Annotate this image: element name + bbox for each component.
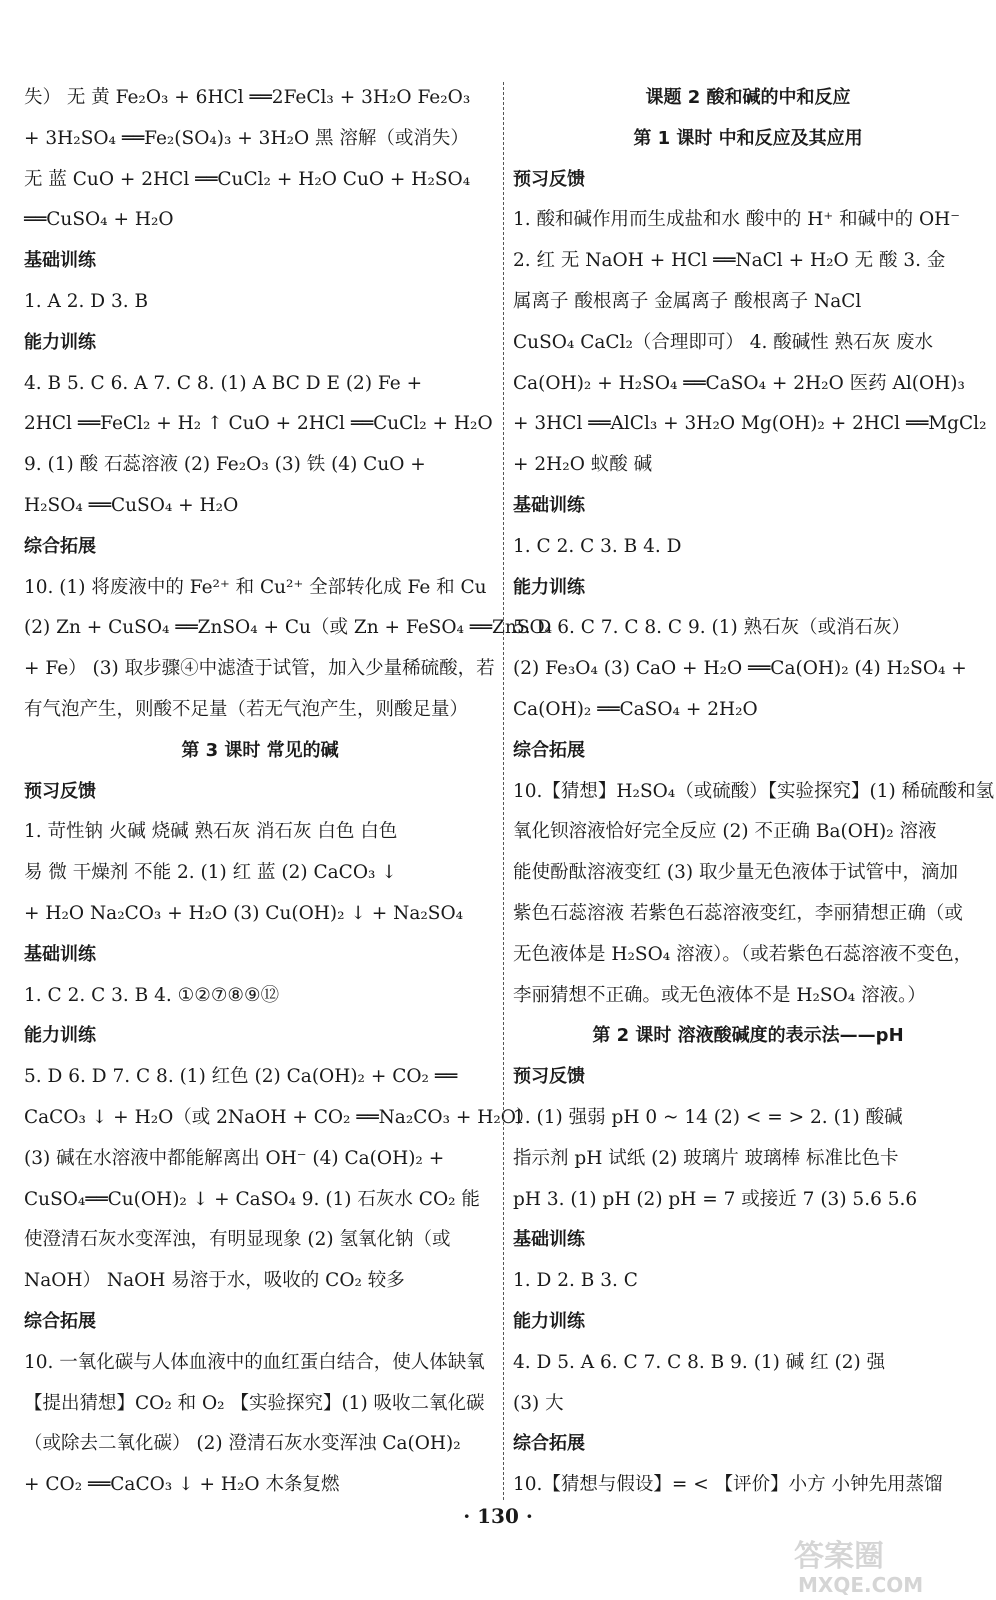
answer-line: 李丽猜想不正确。或无色液体不是 H₂SO₄ 溶液。） xyxy=(513,984,926,1006)
answer-line: (3) 碱在水溶液中都能解离出 OH⁻ (4) Ca(OH)₂ + xyxy=(24,1147,445,1169)
answer-line: Ca(OH)₂ ══CaSO₄ + 2H₂O xyxy=(513,698,758,720)
answer-line: 失） 无 黄 Fe₂O₃ + 6HCl ══2FeCl₃ + 3H₂O Fe₂O₃ xyxy=(24,87,471,108)
lesson-title: 第 1 课时 中和反应及其应用 xyxy=(633,127,863,149)
answer-line: (3) 大 xyxy=(513,1392,564,1414)
answer-line: 4. B 5. C 6. A 7. C 8. (1) A BC D E (2) Fe + xyxy=(24,372,423,394)
answer-line: 10. 一氧化碳与人体血液中的血红蛋白结合，使人体缺氧 xyxy=(24,1351,485,1373)
page-number: · 130 · xyxy=(463,1504,533,1528)
answer-line: 有气泡产生，则酸不足量（若无气泡产生，则酸足量） xyxy=(24,698,469,720)
answer-line: 1. D 2. B 3. C xyxy=(513,1270,638,1292)
section-heading: 预习反馈 xyxy=(513,168,585,190)
section-heading: 能力训练 xyxy=(24,331,96,353)
section-heading: 基础训练 xyxy=(24,250,96,272)
answer-line: H₂SO₄ ══CuSO₄ + H₂O xyxy=(24,494,239,516)
answer-line: + Fe） (3) 取步骤④中滤渣于试管，加入少量稀硫酸，若 xyxy=(24,658,495,680)
section-heading: 综合拓展 xyxy=(24,1310,96,1332)
answer-line: 4. D 5. A 6. C 7. C 8. B 9. (1) 碱 红 (2) 强 xyxy=(513,1351,886,1373)
answer-line: 10. (1) 将废液中的 Fe²⁺ 和 Cu²⁺ 全部转化成 Fe 和 Cu xyxy=(24,576,487,598)
answer-line: 10.【猜想与假设】= < 【评价】小方 小钟先用蒸馏 xyxy=(513,1474,943,1496)
section-heading: 能力训练 xyxy=(24,1025,96,1047)
answer-line: + CO₂ ══CaCO₃ ↓ + H₂O 木条复燃 xyxy=(24,1474,340,1496)
section-heading: 预习反馈 xyxy=(513,1066,585,1088)
answer-line: 1. 酸和碱作用而生成盐和水 酸中的 H⁺ 和碱中的 OH⁻ xyxy=(513,209,961,231)
section-heading: 能力训练 xyxy=(513,576,585,598)
answer-line: 能使酚酞溶液变红 (3) 取少量无色液体于试管中，滴加 xyxy=(513,862,958,884)
answer-line: + 3H₂SO₄ ══Fe₂(SO₄)₃ + 3H₂O 黑 溶解（或消失） xyxy=(24,127,469,149)
section-heading: 基础训练 xyxy=(513,1229,585,1251)
answer-line: ══CuSO₄ + H₂O xyxy=(24,209,174,231)
answer-line: + H₂O Na₂CO₃ + H₂O (3) Cu(OH)₂ ↓ + Na₂SO₄ xyxy=(24,902,464,924)
answer-line: (2) Fe₃O₄ (3) CaO + H₂O ══Ca(OH)₂ (4) H₂SO₄ + xyxy=(513,658,967,680)
answer-line: CaCO₃ ↓ + H₂O（或 2NaOH + CO₂ ══Na₂CO₃ + H₂O） xyxy=(24,1106,535,1128)
answer-line: 2. 红 无 NaOH + HCl ══NaCl + H₂O 无 酸 3. 金 xyxy=(513,250,946,272)
answer-line: 无 蓝 CuO + 2HCl ══CuCl₂ + H₂O CuO + H₂SO₄ xyxy=(24,168,471,190)
section-heading: 综合拓展 xyxy=(513,739,585,761)
answer-line: (2) Zn + CuSO₄ ══ZnSO₄ + Cu（或 Zn + FeSO₄ ══ZnSO₄ xyxy=(24,617,553,639)
answer-line: 使澄清石灰水变浑浊，有明显现象 (2) 氢氧化钠（或 xyxy=(24,1229,451,1251)
answer-line: 1. A 2. D 3. B xyxy=(24,290,149,312)
section-heading: 基础训练 xyxy=(24,943,96,965)
answer-line: 1. C 2. C 3. B 4. D xyxy=(513,535,682,557)
answer-line: 9. (1) 酸 石蕊溶液 (2) Fe₂O₃ (3) 铁 (4) CuO + xyxy=(24,454,426,476)
answer-line: 10.【猜想】H₂SO₄（或硫酸）【实验探究】(1) 稀硫酸和氢 xyxy=(513,780,995,802)
watermark-subtext: MXQE.COM xyxy=(798,1573,924,1597)
answer-line: 1. C 2. C 3. B 4. ①②⑦⑧⑨⑫ xyxy=(24,984,280,1006)
answer-line: 易 微 干燥剂 不能 2. (1) 红 蓝 (2) CaCO₃ ↓ xyxy=(24,862,397,884)
answer-line: 指示剂 pH 试纸 (2) 玻璃片 玻璃棒 标准比色卡 xyxy=(513,1147,899,1169)
answer-line: CuSO₄ CaCl₂（合理即可） 4. 酸碱性 熟石灰 废水 xyxy=(513,331,934,353)
watermark-logo xyxy=(790,1532,985,1596)
answer-line: 5. D 6. D 7. C 8. (1) 红色 (2) Ca(OH)₂ + CO₂ ══ xyxy=(24,1066,458,1088)
answer-line: 1. 苛性钠 火碱 烧碱 熟石灰 消石灰 白色 白色 xyxy=(24,821,398,843)
lesson-title: 第 3 课时 常见的碱 xyxy=(181,739,339,761)
section-heading: 基础训练 xyxy=(513,494,585,516)
section-heading: 综合拓展 xyxy=(513,1433,585,1455)
answer-line: NaOH） NaOH 易溶于水，吸收的 CO₂ 较多 xyxy=(24,1270,405,1292)
answer-line: 氧化钡溶液恰好完全反应 (2) 不正确 Ba(OH)₂ 溶液 xyxy=(513,821,937,843)
right-column xyxy=(513,78,995,1506)
section-heading: 综合拓展 xyxy=(24,535,96,557)
section-heading: 能力训练 xyxy=(513,1310,585,1332)
answer-line: 【提出猜想】CO₂ 和 O₂ 【实验探究】(1) 吸收二氧化碳 xyxy=(24,1392,485,1414)
answer-line: pH 3. (1) pH (2) pH = 7 或接近 7 (3) 5.6 5.6 xyxy=(513,1188,918,1210)
answer-line: 5. D 6. C 7. C 8. C 9. (1) 熟石灰（或消石灰） xyxy=(513,617,911,639)
section-heading: 预习反馈 xyxy=(24,780,96,802)
answer-line: 紫色石蕊溶液 若紫色石蕊溶液变红，李丽猜想正确（或 xyxy=(513,902,963,924)
watermark-text: 答案圈 xyxy=(794,1539,884,1574)
answer-line: 无色液体是 H₂SO₄ 溶液）。（或若紫色石蕊溶液不变色， xyxy=(513,943,973,965)
answer-line: CuSO₄══Cu(OH)₂ ↓ + CaSO₄ 9. (1) 石灰水 CO₂ 能 xyxy=(24,1188,480,1210)
answer-line: Ca(OH)₂ + H₂SO₄ ══CaSO₄ + 2H₂O 医药 Al(OH)₃ xyxy=(513,372,965,394)
column-divider xyxy=(503,82,504,1500)
answer-line: + 2H₂O 蚁酸 碱 xyxy=(513,454,653,476)
answer-line: 1. (1) 强弱 pH 0 ~ 14 (2) < = > 2. (1) 酸碱 xyxy=(513,1106,903,1128)
answer-line: 属离子 酸根离子 金属离子 酸根离子 NaCl xyxy=(513,290,862,312)
answer-line: 2HCl ══FeCl₂ + H₂ ↑ CuO + 2HCl ══CuCl₂ + H₂O xyxy=(24,413,493,435)
lesson-title: 课题 2 酸和碱的中和反应 xyxy=(645,87,851,108)
answer-line: （或除去二氧化碳） (2) 澄清石灰水变浑浊 Ca(OH)₂ xyxy=(24,1433,461,1455)
answer-line: + 3HCl ══AlCl₃ + 3H₂O Mg(OH)₂ + 2HCl ══MgCl₂ xyxy=(513,413,987,435)
lesson-title: 第 2 课时 溶液酸碱度的表示法——pH xyxy=(592,1025,904,1047)
